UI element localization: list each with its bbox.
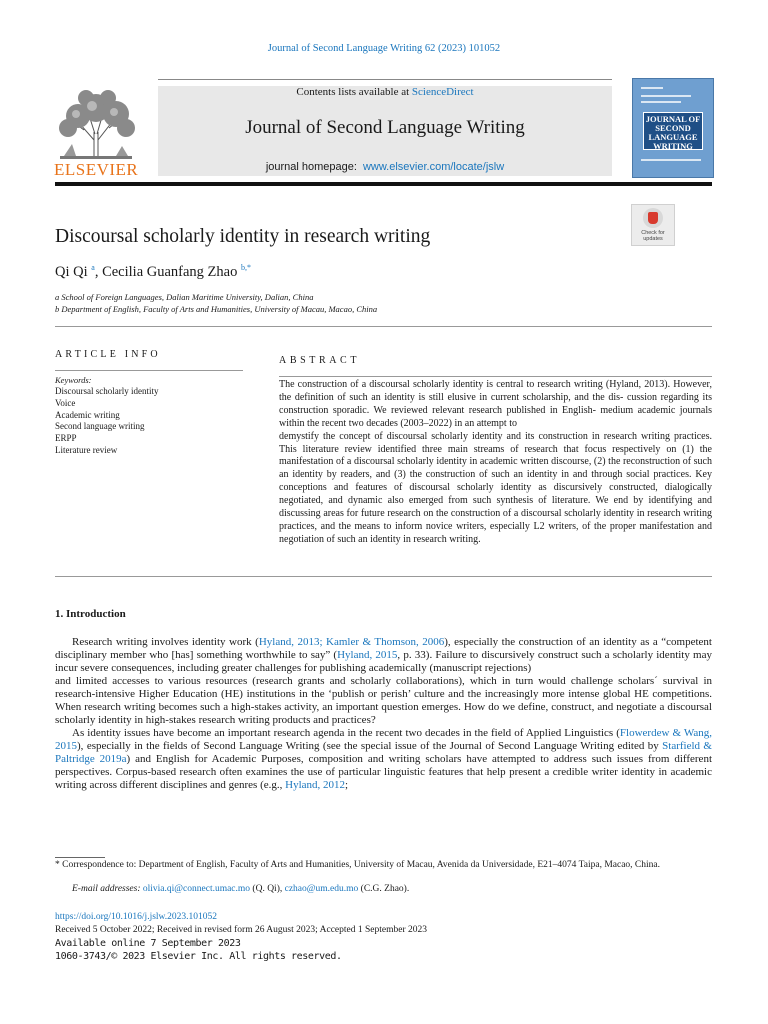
keyword-item: Academic writing [55, 409, 120, 420]
body-paragraph: and limited accesses to various resources (research grants and scholarly collaborations), which in turn would challenge scholars´ survival in research-intensive Higher Education (HE) institutions in the ‘publish or perish’ culture and the increasingly more intense global HE competitions. When research writing becomes such a high-stakes activity, an important question emerges. How do we define, construct, and negotiate a discoursal scholarly identity in high-stakes research writing products and practices? [55, 675, 712, 726]
introduction-body [55, 636, 712, 792]
journal-cover-thumbnail[interactable] [632, 78, 714, 178]
article-info-heading: ARTICLE INFO [55, 349, 161, 360]
check-updates-label: Check for updates [641, 230, 665, 242]
cover-strip [641, 101, 681, 103]
available-online: Available online 7 September 2023 [55, 938, 241, 949]
article-title: Discoursal scholarly identity in research writing [55, 226, 431, 247]
authors-line [55, 263, 251, 281]
keyword-item: ERPP [55, 433, 77, 444]
contents-line [158, 86, 612, 98]
check-for-updates-button[interactable] [631, 204, 675, 246]
email-owner: (Q. Qi), [250, 884, 285, 894]
abstract-text [279, 379, 712, 547]
body-paragraph [55, 727, 712, 792]
header-top-rule [158, 79, 612, 80]
homepage-link[interactable]: www.elsevier.com/locate/jslw [362, 161, 505, 173]
text-run: ) and English for Academic Purposes, composition and writing scholars have attempted to address such issues from different perspectives. Corpus-based research often examines the use of particular linguistic features that help present a credible writer identity in academic writing across different disciplines and genres (e.g., [55, 753, 712, 791]
header-bottom-rule [55, 182, 712, 186]
affiliation-marker[interactable]: b,* [240, 263, 251, 272]
text-run: ; [345, 779, 349, 791]
contents-prefix: Contents lists available at [296, 86, 412, 98]
cover-strip [641, 87, 663, 89]
bookmark-icon [643, 208, 663, 228]
received-dates: Received 5 October 2022; Received in revised form 26 August 2023; Accepted 1 September 2023 [55, 925, 427, 935]
keywords-list [55, 386, 158, 457]
affiliation-a: a School of Foreign Languages, Dalian Maritime University, Dalian, China [55, 292, 314, 302]
keyword-item: Voice [55, 397, 76, 408]
author-separator: , [94, 263, 103, 280]
abstract-heading: ABSTRACT [279, 355, 361, 366]
citation-link[interactable]: Starfield & Paltridge 2019a [55, 740, 712, 765]
keyword-item: Literature review [55, 444, 118, 455]
email-line [72, 884, 409, 894]
footnote-rule [55, 857, 105, 858]
author-name[interactable]: Cecilia Guanfang Zhao [102, 263, 238, 280]
text-run: ), especially in the fields of Second Language Writing (see the special issue of the Journal of Second Language Writing edited by [77, 740, 663, 752]
affiliation-b: b Department of English, Faculty of Arts and Humanities, University of Macau, Macao, China [55, 304, 378, 314]
keywords-label: Keywords: [55, 375, 92, 385]
text-run: ), especially the construction of an identity as a “competent disciplinary member who [has] something worthwhile to say” ( [55, 636, 712, 661]
cover-title: JOURNAL OF SECOND LANGUAGE WRITING [643, 112, 703, 150]
email-label: E-mail addresses: [72, 884, 141, 894]
text-run: Research writing involves identity work ( [72, 636, 259, 648]
journal-reference-link[interactable]: Journal of Second Language Writing 62 (2023) 101052 [267, 43, 501, 54]
author-name[interactable]: Qi Qi [55, 263, 88, 280]
homepage-label: journal homepage: [265, 161, 357, 173]
section-divider [55, 326, 712, 327]
text-run: As identity issues have become an important research agenda in the recent two decades in the field of Applied Linguistics ( [72, 727, 620, 739]
email-link[interactable]: czhao@um.edu.mo [284, 884, 359, 894]
keyword-item: Second language writing [55, 421, 145, 432]
email-owner: (C.G. Zhao). [358, 884, 410, 894]
cover-strip [641, 95, 691, 97]
affiliation-marker[interactable]: a [91, 263, 95, 272]
correspondence-text: * Correspondence to: Department of English, Faculty of Arts and Humanities, University of Macau, Avenida da Universidade, E21–4074 Taipa, Macao, China. [55, 860, 660, 870]
introduction-heading: 1. Introduction [55, 608, 126, 620]
citation-link[interactable]: Flowerdew & Wang, 2015 [55, 727, 713, 752]
abstract-paragraph: demystify the concept of discoursal scholarly identity and its construction in research writing practices. This literature review identified three main streams of research that focus respectively on (1) the manifestation of a discoursal scholarly identity in academic written discourse, (2) the reconstruction of such an identity by readers, and (3) the construction of such an identity in and through social practices. Key conceptions and features of discoursal scholarly identity as discursively constructed, dialogically negotiated, and dynamic also emerged from such synthesis of literature. We end by identifying and discussing areas for future research on the construction of a discoursal scholarly identity in research writing practices, and the means to inform novice writers, especially L2 writers, of the proper manifestation and negotiation of such an identity in research writing. [279, 430, 712, 545]
citation-link[interactable]: Hyland, 2013; Kamler & Thomson, 2006 [258, 636, 445, 648]
journal-homepage-line [158, 161, 612, 173]
section-divider [55, 576, 712, 577]
text-run: , p. 33). Failure to discursively construct such a scholarly identity may incur severe consequences, including greater challenges for publishing academically (manuscript rejections) [55, 649, 712, 674]
issn-copyright: 1060-3743/© 2023 Elsevier Inc. All rights reserved. [55, 951, 342, 962]
doi-link[interactable]: https://doi.org/10.1016/j.jslw.2023.101052 [55, 912, 218, 922]
journal-title: Journal of Second Language Writing [245, 117, 525, 138]
sciencedirect-link[interactable]: ScienceDirect [411, 86, 474, 98]
email-link[interactable]: olivia.qi@connect.umac.mo [142, 884, 251, 894]
abstract-paragraph: The construction of a discoursal scholarly identity is central to research writing (Hyland, 2013). However, the definition of such an identity is still elusive in current scholarship, and the dis- cussion regarding its construction sporadic. We reviewed relevant research published in English- medium academic journals within the recent two decades (2003–2022) in an attempt to [279, 379, 712, 429]
abstract-rule [279, 376, 712, 377]
article-info-rule [55, 370, 243, 371]
correspondence-footnote [55, 859, 712, 871]
citation-link[interactable]: Hyland, 2012 [285, 779, 346, 791]
keyword-item: Discoursal scholarly identity [55, 386, 159, 396]
cover-strip [641, 159, 701, 161]
citation-link[interactable]: Hyland, 2015 [337, 649, 398, 661]
body-paragraph [55, 636, 712, 675]
elsevier-wordmark: ELSEVIER [54, 160, 139, 179]
